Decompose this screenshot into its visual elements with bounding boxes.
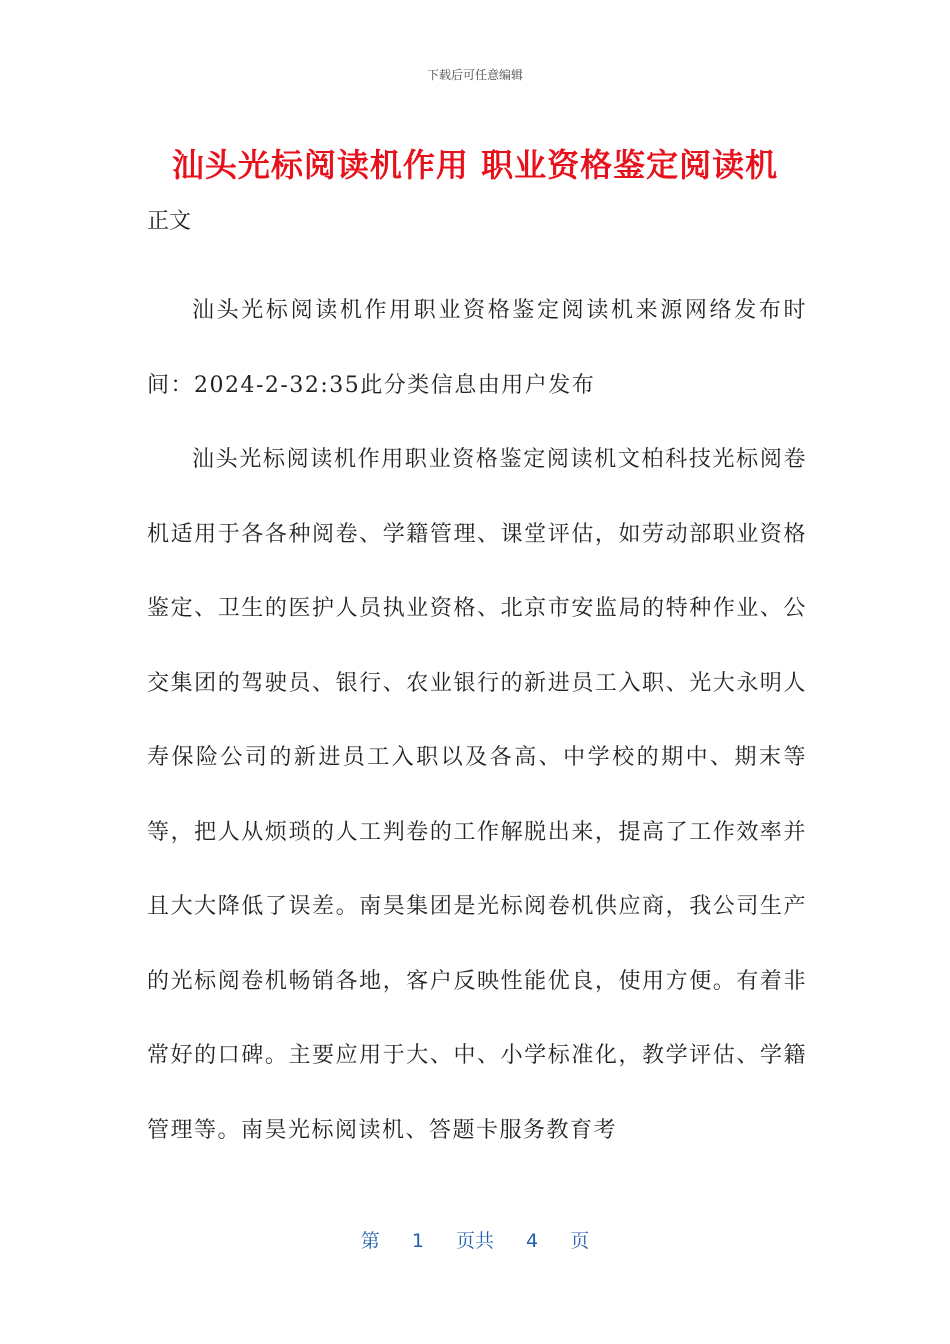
paragraph-source-info: 汕头光标阅读机作用职业资格鉴定阅读机来源网络发布时间：2024-2-32:35此分类信息由用户发布 [147,298,807,398]
page-suffix: 页 [570,1230,590,1252]
page-total: 4 [526,1230,539,1252]
page-footer [0,1226,950,1253]
page-prefix: 第 [360,1230,380,1252]
document-title: 汕头光标阅读机作用 职业资格鉴定阅读机 [171,146,779,184]
header-note: 下载后可任意编辑 [426,68,523,82]
section-label: 正文 [147,209,192,234]
body-text [147,274,807,1168]
page-middle: 页共 [455,1230,494,1252]
paragraph-main: 汕头光标阅读机作用职业资格鉴定阅读机文柏科技光标阅卷机适用于各各种阅卷、学籍管理、课堂评估，如劳动部职业资格鉴定、卫生的医护人员执业资格、北京市安监局的特种作业、公交集团的驾驶员、银行、农业银行的新进员工入职、光大永明人寿保险公司的新进员工入职以及各高、中学校的期中、期末等等，把人从烦琐的人工判卷的工作解脱出来，提高了工作效率并且大大降低了误差。南昊集团是光标阅卷机供应商，我公司生产的光标阅卷机畅销各地，客户反映性能优良，使用方便。有着非常好的口碑。主要应用于大、中、小学标准化，教学评估、学籍管理等。南昊光标阅读机、答题卡服务教育考 [147,447,807,1143]
page-current: 1 [411,1230,424,1252]
